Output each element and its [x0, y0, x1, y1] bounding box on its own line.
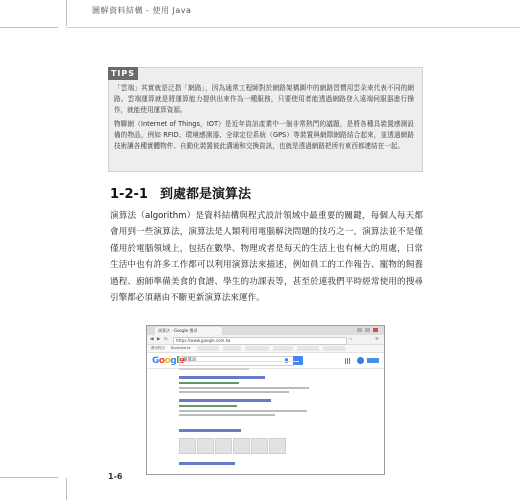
crop-mark-bottom-vertical — [66, 478, 67, 500]
logo-letter: o — [158, 356, 165, 366]
menu-icon: ≡ — [375, 337, 379, 342]
bookmarks-bar — [147, 345, 384, 353]
bookmark-placeholder — [245, 346, 269, 351]
forward-icon: ▶ — [157, 337, 161, 342]
close-icon — [373, 328, 378, 332]
account-button — [367, 358, 379, 363]
tips-paragraph-cloud: 「雲端」其實就是泛指「網路」，因為通常工程師對於網路架構圖中的網路習慣用雲朵來代表不同的網路。雲端運算就是將運算能力提供出來作為一種服務，只要使用者能透過網路登入遠端伺服器進行操作，就能使用運算資源。 — [114, 84, 414, 114]
header-divider — [66, 27, 520, 28]
bookmark-placeholder — [297, 346, 319, 351]
logo-letter: G — [152, 356, 159, 366]
browser-screenshot-figure — [146, 325, 385, 475]
page-number: 1-6 — [108, 472, 123, 481]
browser-tab-bar — [147, 326, 384, 335]
maximize-icon — [365, 328, 370, 332]
result-title-placeholder — [179, 462, 235, 465]
result-title-placeholder — [179, 429, 241, 432]
section-body-paragraph: 演算法（algorithm）是資料結構與程式設計領域中最重要的關鍵，每個人每天都會用到一些演算法，演算法是人類利用電腦解決問題的技巧之一，演算法並不是僅僅用於電腦領域上，包括在數學、物理或者是每天的生活上也有極大的用處，日常生活中也有許多工作都可以利用演算法來描述，例如員工的工作報告、寵物的飼養過程、廚師準備美食的食譜、學生的功課表等，甚至於連我們平時經常使用的搜尋引擎都必須藉由不斷更新演算法來運作。 — [110, 211, 423, 304]
section-title: 到處都是演算法 — [159, 187, 251, 202]
image-result-thumbnail — [251, 438, 268, 454]
result-snippet-line — [179, 410, 307, 412]
result-title-placeholder — [179, 399, 271, 402]
browser-address-bar — [147, 335, 384, 345]
result-tabs-row — [179, 361, 299, 362]
logo-letter: g — [170, 356, 177, 366]
back-icon: ◀ — [150, 337, 154, 342]
tips-label: TIPS — [108, 67, 138, 80]
bookmark-placeholder — [197, 346, 219, 351]
tips-paragraph-iot: 物聯網（Internet of Things，IOT）是近年資訊產業中一個非常熱門的議題，是將各種具裝置感測設備的物品，例如 RFID、環境感測器、全球定位系統（GPS）等裝置與網際網路結合起來，並透過網路技術讓各種實體物件、自動化裝置彼此溝通和交換資訊，也就是透過網路把所有東西都連結在一起。 — [114, 120, 414, 150]
result-url-placeholder — [179, 382, 239, 384]
avatar — [357, 357, 364, 364]
bookmark-placeholder — [223, 346, 241, 351]
crop-mark-top-vertical — [66, 0, 67, 26]
bookmark-bookmarks: Bookmarks — [171, 346, 191, 350]
running-header: 圖解資料結構 - 使用 Java — [92, 6, 192, 15]
bookmark-placeholder — [323, 346, 345, 351]
bookmark-placeholder — [273, 346, 293, 351]
image-result-thumbnail — [233, 438, 250, 454]
crop-mark-left-horizontal — [0, 27, 58, 28]
image-result-thumbnail — [197, 438, 214, 454]
result-url-placeholder — [179, 405, 237, 407]
section-heading — [110, 183, 251, 202]
section-number: 1-2-1 — [110, 187, 148, 202]
result-title-placeholder — [179, 376, 265, 379]
result-snippet-line — [179, 414, 275, 416]
logo-letter: o — [164, 356, 171, 366]
browser-tab: 演算法 - Google 搜尋 — [155, 327, 222, 335]
url-field: https://www.google.com.tw — [173, 337, 347, 345]
bookmark-apps: 應用程式 — [151, 346, 165, 350]
reload-icon: ↻ — [164, 337, 168, 342]
minimize-icon — [357, 328, 362, 332]
apps-grid-icon — [345, 358, 351, 364]
crop-mark-bottom-horizontal — [0, 477, 58, 478]
result-snippet-line — [179, 387, 309, 389]
result-count-placeholder — [179, 368, 249, 370]
image-result-thumbnail — [269, 438, 286, 454]
star-icon: ☆ — [349, 337, 354, 342]
image-result-thumbnail — [179, 438, 196, 454]
result-snippet-line — [179, 391, 289, 393]
logo-letter: l — [176, 356, 179, 366]
image-result-thumbnail — [215, 438, 232, 454]
